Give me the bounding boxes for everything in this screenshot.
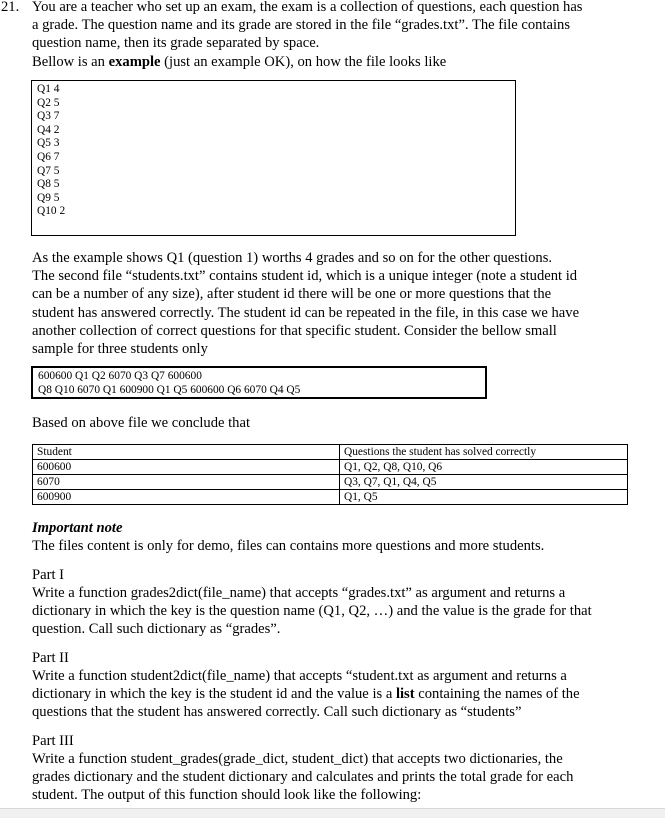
grades-file-line: Q7 5 <box>37 164 60 177</box>
example-suffix: (just an example OK), on how the file looks like <box>160 54 447 70</box>
table-cell-questions: Q1, Q2, Q8, Q10, Q6 <box>340 460 628 475</box>
table-cell-student: 600900 <box>33 490 340 505</box>
example-word: example <box>108 54 161 70</box>
part2-line-2-bold: list <box>395 686 415 702</box>
intro-line-2: a grade. The question name and its grade are stored in the file “grades.txt”. The file contains <box>32 17 571 33</box>
table-cell-questions: Q1, Q5 <box>340 490 628 505</box>
table-header-student: Student <box>33 445 340 460</box>
table-cell-student: 6070 <box>33 475 340 490</box>
grades-file-line: Q9 5 <box>37 191 60 204</box>
students-file-line: Q8 Q10 6070 Q1 600900 Q1 Q5 600600 Q6 6070 Q4 Q5 <box>38 384 301 396</box>
question-number: 21. <box>1 0 20 15</box>
part1-line-3: question. Call such dictionary as “grades”. <box>32 621 281 637</box>
part2-line-1: Write a function student2dict(file_name) that accepts “student.txt as argument and returns a <box>32 668 567 684</box>
part3-line-3: student. The output of this function should look like the following: <box>32 787 422 803</box>
explanation-line-6: sample for three students only <box>32 341 208 357</box>
part1-title: Part I <box>32 567 65 583</box>
grades-file-line: Q4 2 <box>37 123 60 136</box>
explanation-line-2: The second file “students.txt” contains student id, which is a unique integer (note a student id <box>32 268 578 284</box>
students-file-line: 600600 Q1 Q2 6070 Q3 Q7 600600 <box>38 370 202 382</box>
part2-line-2 <box>32 685 580 703</box>
table-cell-questions: Q3, Q7, Q1, Q4, Q5 <box>340 475 628 490</box>
part2-line-2-suffix: containing the names of the <box>414 686 580 702</box>
part2-line-2-prefix: dictionary in which the key is the student id and the value is a <box>32 686 396 702</box>
important-note-title: Important note <box>32 520 123 536</box>
part3-line-1: Write a function student_grades(grade_dict, student_dict) that accepts two dictionaries, the <box>32 751 563 767</box>
horizontal-scrollbar[interactable] <box>0 808 665 818</box>
table-row <box>33 490 628 505</box>
grades-file-line: Q2 5 <box>37 96 60 109</box>
part1-line-1: Write a function grades2dict(file_name) that accepts “grades.txt” as argument and returns a <box>32 585 566 601</box>
part3-line-2: grades dictionary and the student dictionary and calculates and prints the total grade for each <box>32 769 574 785</box>
conclusion-line: Based on above file we conclude that <box>32 415 251 431</box>
grades-file-box <box>31 80 516 236</box>
explanation-line-3: can be a number of any size), after student id there will be one or more questions that the <box>32 286 552 302</box>
intro-line-3: question name, then its grade separated by space. <box>32 35 320 51</box>
grades-file-line: Q1 4 <box>37 83 60 95</box>
example-prefix: Bellow is an <box>32 54 109 70</box>
explanation-line-1: As the example shows Q1 (question 1) worths 4 grades and so on for the other questions. <box>32 250 553 266</box>
example-intro-line <box>32 53 446 71</box>
explanation-line-4: student has answered correctly. The student id can be repeated in the file, in this case we have <box>32 305 580 321</box>
grades-file-line: Q8 5 <box>37 178 60 191</box>
grades-file-line: Q3 7 <box>37 110 60 123</box>
explanation-line-5: another collection of correct questions for that specific student. Consider the bellow small <box>32 323 557 339</box>
intro-line-1: You are a teacher who set up an exam, the exam is a collection of questions, each question has <box>32 0 583 15</box>
table-header-row <box>33 445 628 460</box>
part3-title: Part III <box>32 733 74 749</box>
grades-file-line: Q10 2 <box>37 205 66 218</box>
students-file-box <box>31 366 487 399</box>
table-row <box>33 475 628 490</box>
table-row <box>33 460 628 475</box>
grades-file-line: Q6 7 <box>37 150 60 163</box>
part2-title: Part II <box>32 650 69 666</box>
grades-file-line: Q5 3 <box>37 137 60 150</box>
part1-line-2: dictionary in which the key is the question name (Q1, Q2, …) and the value is the grade for that <box>32 603 592 619</box>
important-note-text: The files content is only for demo, files can contains more questions and more students. <box>32 538 545 554</box>
part2-line-3: questions that the student has answered correctly. Call such dictionary as “students” <box>32 704 522 720</box>
table-cell-student: 600600 <box>33 460 340 475</box>
table-header-questions: Questions the student has solved correctly <box>340 445 628 460</box>
student-questions-table <box>32 444 628 505</box>
